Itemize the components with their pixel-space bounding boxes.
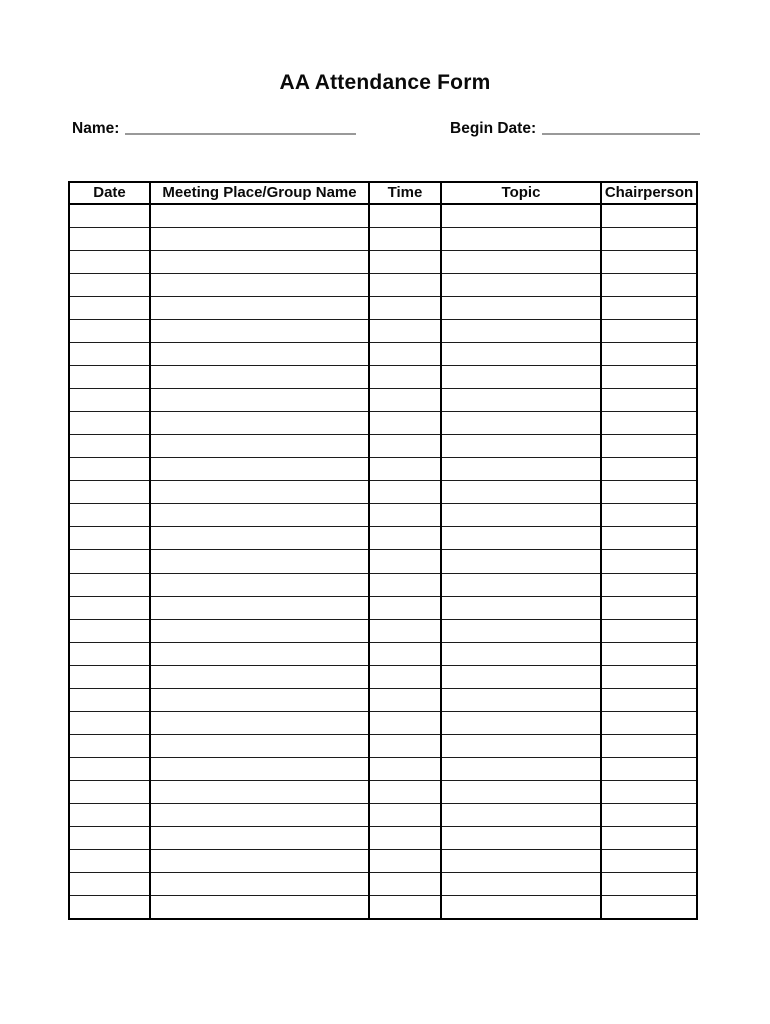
- empty-cell[interactable]: [150, 827, 369, 850]
- empty-cell[interactable]: [601, 734, 697, 757]
- empty-cell[interactable]: [69, 204, 150, 227]
- empty-cell[interactable]: [369, 481, 441, 504]
- empty-cell[interactable]: [369, 435, 441, 458]
- table-row: [69, 250, 697, 273]
- empty-cell[interactable]: [69, 827, 150, 850]
- empty-cell[interactable]: [601, 250, 697, 273]
- empty-cell[interactable]: [601, 342, 697, 365]
- empty-cell[interactable]: [69, 596, 150, 619]
- empty-cell[interactable]: [69, 619, 150, 642]
- empty-cell[interactable]: [69, 389, 150, 412]
- empty-cell[interactable]: [601, 758, 697, 781]
- empty-cell[interactable]: [150, 365, 369, 388]
- table-row: [69, 389, 697, 412]
- empty-cell[interactable]: [69, 481, 150, 504]
- empty-cell[interactable]: [69, 850, 150, 873]
- column-header-time: Time: [369, 182, 441, 204]
- empty-cell[interactable]: [441, 273, 601, 296]
- empty-cell[interactable]: [69, 296, 150, 319]
- empty-cell[interactable]: [441, 827, 601, 850]
- empty-cell[interactable]: [150, 273, 369, 296]
- empty-cell[interactable]: [369, 227, 441, 250]
- empty-cell[interactable]: [150, 896, 369, 919]
- empty-cell[interactable]: [441, 435, 601, 458]
- attendance-table-wrap: [68, 181, 698, 920]
- table-row: [69, 758, 697, 781]
- empty-cell[interactable]: [369, 389, 441, 412]
- table-row: [69, 850, 697, 873]
- table-row: [69, 227, 697, 250]
- empty-cell[interactable]: [150, 665, 369, 688]
- empty-cell[interactable]: [441, 734, 601, 757]
- empty-cell[interactable]: [441, 711, 601, 734]
- table-row: [69, 365, 697, 388]
- empty-cell[interactable]: [441, 319, 601, 342]
- empty-cell[interactable]: [150, 873, 369, 896]
- table-row: [69, 458, 697, 481]
- empty-cell[interactable]: [369, 527, 441, 550]
- attendance-table: [68, 181, 698, 920]
- empty-cell[interactable]: [69, 688, 150, 711]
- empty-cell[interactable]: [69, 273, 150, 296]
- empty-cell[interactable]: [441, 481, 601, 504]
- empty-cell[interactable]: [69, 573, 150, 596]
- empty-cell[interactable]: [369, 319, 441, 342]
- empty-cell[interactable]: [150, 296, 369, 319]
- empty-cell[interactable]: [69, 804, 150, 827]
- empty-cell[interactable]: [601, 619, 697, 642]
- empty-cell[interactable]: [150, 781, 369, 804]
- empty-cell[interactable]: [441, 527, 601, 550]
- empty-cell[interactable]: [369, 296, 441, 319]
- empty-cell[interactable]: [69, 504, 150, 527]
- table-row: [69, 296, 697, 319]
- empty-cell[interactable]: [69, 412, 150, 435]
- begin-date-input-line[interactable]: [542, 121, 700, 135]
- empty-cell[interactable]: [601, 665, 697, 688]
- empty-cell[interactable]: [150, 758, 369, 781]
- empty-cell[interactable]: [369, 873, 441, 896]
- table-body: [69, 204, 697, 919]
- empty-cell[interactable]: [69, 873, 150, 896]
- empty-cell[interactable]: [69, 227, 150, 250]
- column-header-date: Date: [69, 182, 150, 204]
- empty-cell[interactable]: [69, 734, 150, 757]
- empty-cell[interactable]: [601, 365, 697, 388]
- empty-cell[interactable]: [150, 319, 369, 342]
- empty-cell[interactable]: [369, 642, 441, 665]
- empty-cell[interactable]: [69, 896, 150, 919]
- empty-cell[interactable]: [69, 458, 150, 481]
- table-row: [69, 665, 697, 688]
- empty-cell[interactable]: [369, 573, 441, 596]
- empty-cell[interactable]: [150, 458, 369, 481]
- empty-cell[interactable]: [369, 688, 441, 711]
- empty-cell[interactable]: [150, 389, 369, 412]
- empty-cell[interactable]: [441, 412, 601, 435]
- empty-cell[interactable]: [601, 827, 697, 850]
- empty-cell[interactable]: [369, 665, 441, 688]
- empty-cell[interactable]: [150, 412, 369, 435]
- empty-cell[interactable]: [150, 711, 369, 734]
- table-row: [69, 804, 697, 827]
- empty-cell[interactable]: [441, 896, 601, 919]
- empty-cell[interactable]: [150, 550, 369, 573]
- name-field: [72, 119, 356, 138]
- empty-cell[interactable]: [601, 458, 697, 481]
- name-input-line[interactable]: [125, 121, 356, 135]
- empty-cell[interactable]: [601, 596, 697, 619]
- empty-cell[interactable]: [150, 504, 369, 527]
- table-row: [69, 273, 697, 296]
- empty-cell[interactable]: [69, 758, 150, 781]
- page-title: AA Attendance Form: [279, 71, 491, 94]
- empty-cell[interactable]: [369, 619, 441, 642]
- table-row: [69, 734, 697, 757]
- empty-cell[interactable]: [150, 804, 369, 827]
- table-row: [69, 527, 697, 550]
- empty-cell[interactable]: [441, 389, 601, 412]
- empty-cell[interactable]: [369, 250, 441, 273]
- column-header-meeting-place-group-name: Meeting Place/Group Name: [150, 182, 369, 204]
- empty-cell[interactable]: [441, 758, 601, 781]
- table-row: [69, 342, 697, 365]
- empty-cell[interactable]: [369, 458, 441, 481]
- empty-cell[interactable]: [369, 273, 441, 296]
- empty-cell[interactable]: [441, 227, 601, 250]
- empty-cell[interactable]: [441, 781, 601, 804]
- empty-cell[interactable]: [369, 804, 441, 827]
- column-header-chairperson: Chairperson: [601, 182, 697, 204]
- empty-cell[interactable]: [150, 619, 369, 642]
- empty-cell[interactable]: [601, 781, 697, 804]
- empty-cell[interactable]: [441, 296, 601, 319]
- table-row: [69, 550, 697, 573]
- empty-cell[interactable]: [369, 365, 441, 388]
- name-label: Name:: [72, 120, 120, 137]
- table-row: [69, 596, 697, 619]
- empty-cell[interactable]: [150, 204, 369, 227]
- empty-cell[interactable]: [150, 688, 369, 711]
- empty-cell[interactable]: [441, 596, 601, 619]
- empty-cell[interactable]: [69, 250, 150, 273]
- empty-cell[interactable]: [441, 642, 601, 665]
- empty-cell[interactable]: [150, 250, 369, 273]
- table-row: [69, 435, 697, 458]
- empty-cell[interactable]: [369, 781, 441, 804]
- empty-cell[interactable]: [150, 527, 369, 550]
- empty-cell[interactable]: [69, 319, 150, 342]
- empty-cell[interactable]: [441, 850, 601, 873]
- empty-cell[interactable]: [69, 711, 150, 734]
- begin-date-field: [450, 119, 700, 138]
- empty-cell[interactable]: [601, 688, 697, 711]
- empty-cell[interactable]: [441, 688, 601, 711]
- empty-cell[interactable]: [441, 342, 601, 365]
- empty-cell[interactable]: [150, 481, 369, 504]
- table-row: [69, 781, 697, 804]
- table-row: [69, 642, 697, 665]
- empty-cell[interactable]: [601, 273, 697, 296]
- empty-cell[interactable]: [601, 573, 697, 596]
- empty-cell[interactable]: [69, 365, 150, 388]
- empty-cell[interactable]: [69, 550, 150, 573]
- empty-cell[interactable]: [150, 596, 369, 619]
- empty-cell[interactable]: [441, 250, 601, 273]
- empty-cell[interactable]: [601, 296, 697, 319]
- table-row: [69, 827, 697, 850]
- empty-cell[interactable]: [69, 527, 150, 550]
- empty-cell[interactable]: [69, 665, 150, 688]
- table-row: [69, 573, 697, 596]
- empty-cell[interactable]: [601, 204, 697, 227]
- empty-cell[interactable]: [601, 227, 697, 250]
- empty-cell[interactable]: [441, 665, 601, 688]
- table-row: [69, 412, 697, 435]
- empty-cell[interactable]: [150, 573, 369, 596]
- begin-date-label: Begin Date:: [450, 120, 537, 137]
- empty-cell[interactable]: [601, 412, 697, 435]
- table-row: [69, 204, 697, 227]
- empty-cell[interactable]: [601, 850, 697, 873]
- empty-cell[interactable]: [441, 873, 601, 896]
- empty-cell[interactable]: [441, 204, 601, 227]
- table-row: [69, 688, 697, 711]
- empty-cell[interactable]: [369, 550, 441, 573]
- empty-cell[interactable]: [601, 873, 697, 896]
- empty-cell[interactable]: [369, 850, 441, 873]
- empty-cell[interactable]: [369, 504, 441, 527]
- empty-cell[interactable]: [150, 642, 369, 665]
- empty-cell[interactable]: [601, 711, 697, 734]
- header-fields: [72, 119, 698, 141]
- empty-cell[interactable]: [441, 573, 601, 596]
- table-row: [69, 619, 697, 642]
- empty-cell[interactable]: [150, 342, 369, 365]
- empty-cell[interactable]: [69, 342, 150, 365]
- empty-cell[interactable]: [369, 711, 441, 734]
- empty-cell[interactable]: [441, 619, 601, 642]
- empty-cell[interactable]: [601, 481, 697, 504]
- empty-cell[interactable]: [369, 596, 441, 619]
- table-row: [69, 896, 697, 919]
- empty-cell[interactable]: [369, 204, 441, 227]
- empty-cell[interactable]: [601, 896, 697, 919]
- empty-cell[interactable]: [150, 850, 369, 873]
- empty-cell[interactable]: [601, 642, 697, 665]
- empty-cell[interactable]: [369, 827, 441, 850]
- empty-cell[interactable]: [69, 781, 150, 804]
- empty-cell[interactable]: [601, 435, 697, 458]
- column-header-topic: Topic: [441, 182, 601, 204]
- empty-cell[interactable]: [601, 527, 697, 550]
- table-row: [69, 711, 697, 734]
- empty-cell[interactable]: [150, 227, 369, 250]
- empty-cell[interactable]: [150, 734, 369, 757]
- empty-cell[interactable]: [601, 550, 697, 573]
- empty-cell[interactable]: [441, 458, 601, 481]
- empty-cell[interactable]: [369, 412, 441, 435]
- empty-cell[interactable]: [369, 758, 441, 781]
- empty-cell[interactable]: [601, 319, 697, 342]
- empty-cell[interactable]: [369, 342, 441, 365]
- empty-cell[interactable]: [601, 504, 697, 527]
- empty-cell[interactable]: [369, 734, 441, 757]
- empty-cell[interactable]: [441, 504, 601, 527]
- empty-cell[interactable]: [369, 896, 441, 919]
- empty-cell[interactable]: [69, 642, 150, 665]
- empty-cell[interactable]: [441, 365, 601, 388]
- empty-cell[interactable]: [441, 804, 601, 827]
- empty-cell[interactable]: [601, 804, 697, 827]
- table-row: [69, 873, 697, 896]
- empty-cell[interactable]: [601, 389, 697, 412]
- empty-cell[interactable]: [69, 435, 150, 458]
- table-row: [69, 481, 697, 504]
- table-row: [69, 319, 697, 342]
- table-header-row: [69, 182, 697, 204]
- empty-cell[interactable]: [150, 435, 369, 458]
- empty-cell[interactable]: [441, 550, 601, 573]
- table-row: [69, 504, 697, 527]
